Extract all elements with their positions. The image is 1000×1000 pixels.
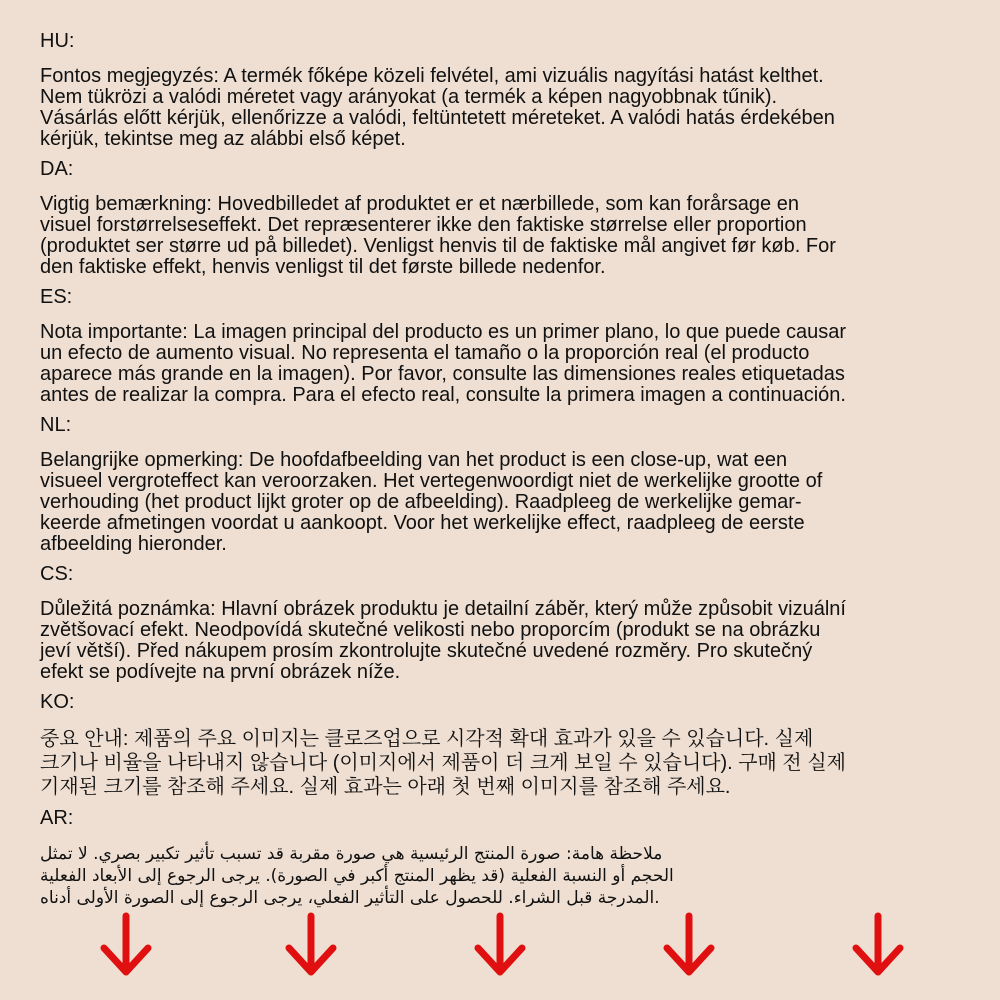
down-arrow-icon [662,912,716,978]
down-arrows-row [0,912,1000,982]
language-code: KO: [40,691,75,713]
notice-text: Belangrijke opmerking: De hoofdafbeelding van het product is een close-up, wat een visueel vergroteffect kan veroorzaken. Het vertegenwoordigt niet de werkelijke grootte of verhouding (het product lijkt groter op de afbeelding). Raadpleeg de werkelijke gemar- keerde afmetingen voordat u aankoopt. Voor het werkelijke effect, raadpleeg de eerste afbeelding hieronder. [40,449,823,555]
notice-text: Vigtig bemærkning: Hovedbilledet af produktet er et nærbillede, som kan forårsage en visuel forstørrelseseffekt. Det repræsenterer ikke den faktiske størrelse eller proportion (produktet ser større ud på billedet). Venligst henvis til de faktiske mål angivet før køb. For den faktiske effekt, henvis venligst til det første billede nedenfor. [40,193,836,278]
notice-text: 중요 안내: 제품의 주요 이미지는 클로즈업으로 시각적 확대 효과가 있을 수 있습니다. 실제 크기나 비율을 나타내지 않습니다 (이미지에서 제품이 더 크게 보일 수 있습니다). 구매 전 실제 기재된 크기를 참조해 주세요. 실제 효과는 아래 첫 번째 이미지를 참조해 주세요. [40,728,846,798]
language-code: AR: [40,807,74,829]
language-code: ES: [40,286,73,308]
down-arrow-icon [284,912,338,978]
down-arrow-icon [851,912,905,978]
language-code: CS: [40,563,74,585]
language-code: NL: [40,414,72,436]
section-hu [40,30,965,150]
notice-document [40,30,965,917]
notice-text: Nota importante: La imagen principal del producto es un primer plano, lo que puede causar un efecto de aumento visual. No representa el tamaño o la proporción real (el producto aparece más grande en la imagen). Por favor, consulte las dimensiones reales etiquetadas antes de realizar la compra. Para el efecto real, consulte la primera imagen a continuación. [40,321,847,406]
language-code: HU: [40,30,75,52]
down-arrow-icon [473,912,527,978]
notice-text: ملاحظة هامة: صورة المنتج الرئيسية هي صورة مقربة قد تسبب تأثير تكبير بصري. لا تمثل الحجم أو النسبة الفعلية (قد يظهر المنتج أكبر في الصورة). يرجى الرجوع إلى الأبعاد الفعلية المدرجة قبل الشراء. للحصول على التأثير الفعلي، يرجى الرجوع إلى الصورة الأولى أدناه. [40,844,674,908]
section-es [40,286,965,406]
section-ko [40,691,965,799]
notice-text: Fontos megjegyzés: A termék főképe közeli felvétel, ami vizuális nagyítási hatást kelthet. Nem tükrözi a valódi méretet vagy arányokat (a termék a képen nagyobbnak tűnik). Vásárlás előtt kérjük, ellenőrizze a valódi, feltüntetett méreteket. A valódi hatás érdekében kérjük, tekintse meg az alábbi első képet. [40,65,835,150]
notice-text: Důležitá poznámka: Hlavní obrázek produktu je detailní záběr, který může způsobit vizuální zvětšovací efekt. Neodpovídá skutečné velikosti nebo proporcím (produkt se na obrázku jeví větší). Před nákupem prosím zkontrolujte skutečné uvedené rozměry. Pro skutečný efekt se podívejte na první obrázek níže. [40,598,846,683]
section-da [40,158,965,278]
section-ar [40,807,965,909]
section-nl [40,414,965,555]
section-cs [40,563,965,683]
down-arrow-icon [99,912,153,978]
language-code: DA: [40,158,74,180]
